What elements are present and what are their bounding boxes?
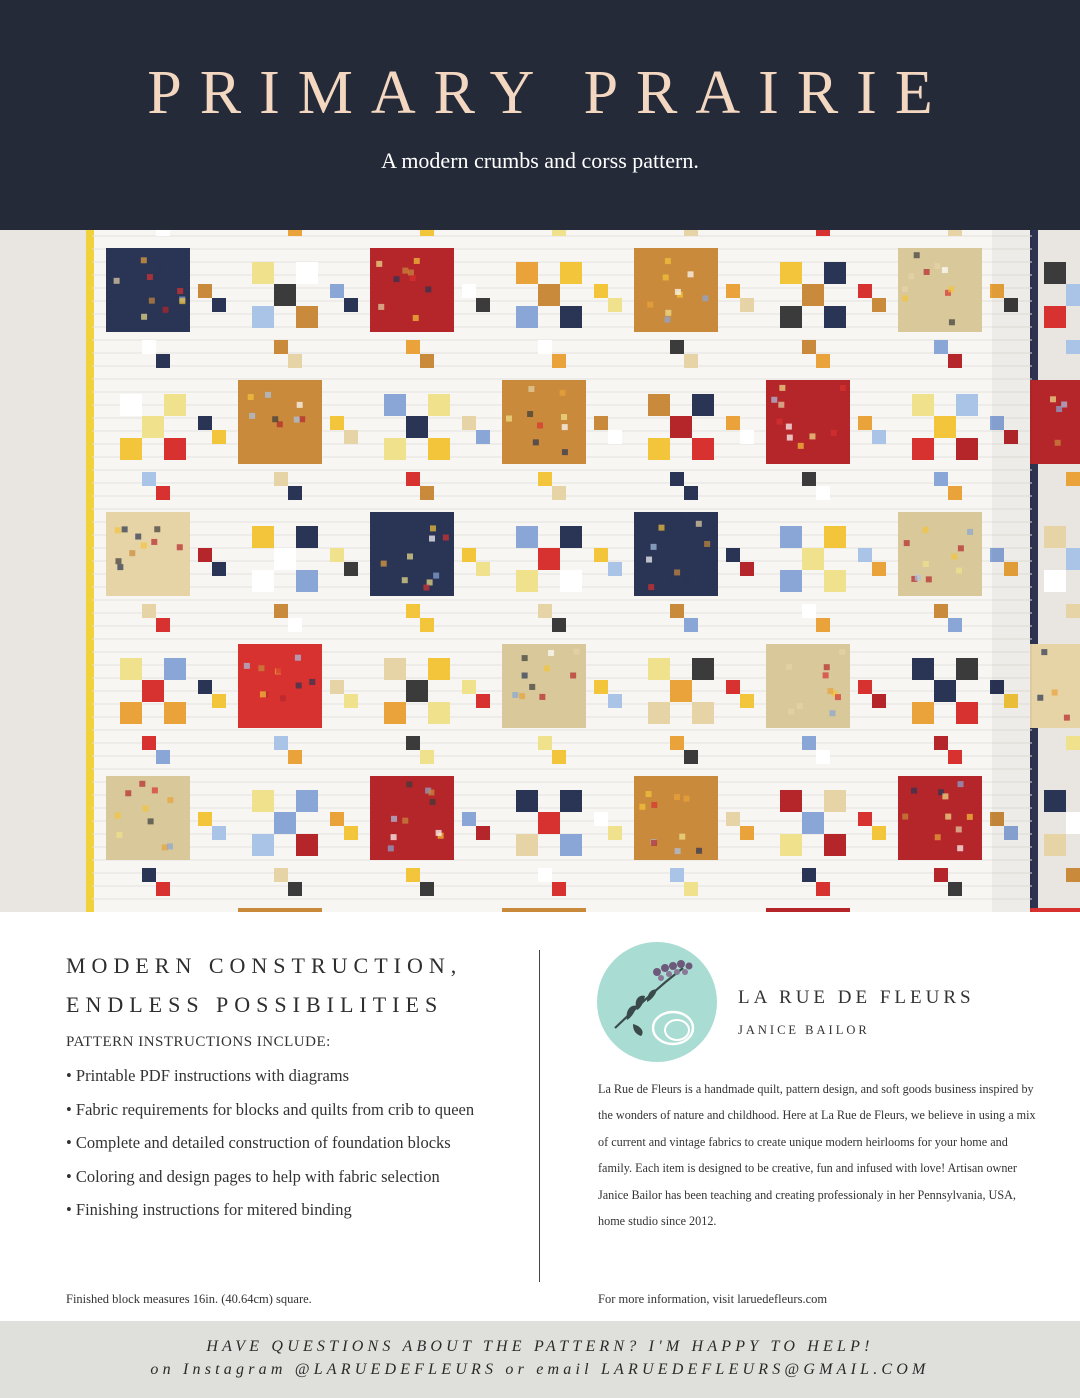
instruction-item: • Complete and detailed construction of foundation blocks bbox=[66, 1133, 451, 1152]
contact-line-2[interactable]: on Instagram @LARUEDEFLEURS or email LARUEDEFLEURS@GMAIL.COM bbox=[150, 1361, 930, 1378]
contact-footer bbox=[0, 1321, 1080, 1398]
quilt-photo bbox=[0, 230, 1080, 912]
instruction-item: • Coloring and design pages to help with fabric selection bbox=[66, 1166, 440, 1186]
brand-owner: JANICE BAILOR bbox=[738, 1023, 870, 1037]
instruction-item: • Fabric requirements for blocks and quilts from crib to queen bbox=[66, 1099, 475, 1119]
header-band bbox=[0, 0, 1080, 230]
more-info-link[interactable]: For more information, visit laruedefleurs.com bbox=[598, 1292, 828, 1306]
quilt-illustration bbox=[0, 230, 1080, 912]
page-subtitle: A modern crumbs and corss pattern. bbox=[381, 148, 699, 173]
brand-name: LA RUE DE FLEURS bbox=[738, 987, 975, 1008]
features-heading-line-1: MODERN CONSTRUCTION, bbox=[66, 953, 463, 978]
block-size-note: Finished block measures 16in. (40.64cm) square. bbox=[66, 1292, 312, 1306]
flower-branch-ring-icon bbox=[597, 942, 717, 1062]
page-title: PRIMARY PRAIRIE bbox=[147, 59, 951, 127]
features-heading-line-2: ENDLESS POSSIBILITIES bbox=[66, 992, 444, 1017]
column-divider bbox=[539, 950, 540, 1282]
instruction-item: • Finishing instructions for mitered binding bbox=[66, 1200, 352, 1219]
instruction-item: • Printable PDF instructions with diagrams bbox=[66, 1066, 350, 1085]
instructions-list bbox=[66, 1066, 474, 1234]
contact-line-1: HAVE QUESTIONS ABOUT THE PATTERN? I'M HAPPY TO HELP! bbox=[206, 1338, 874, 1355]
instructions-subheading: PATTERN INSTRUCTIONS INCLUDE: bbox=[66, 1034, 331, 1050]
features-heading bbox=[66, 946, 462, 1024]
brand-about: La Rue de Fleurs is a handmade quilt, pattern design, and soft goods business inspired by the wonders of nature and childhood. Here at La Rue de Fleurs, we believe in using a mix of current and vintage fabrics to create unique modern heirlooms for your home and family. Each item is designed to be creative, fun and infused with love! Artisan owner Janice Bailor has been teaching and creating professionaly in her Pennsylvania, USA, home studio since 2012. bbox=[598, 1082, 1036, 1229]
